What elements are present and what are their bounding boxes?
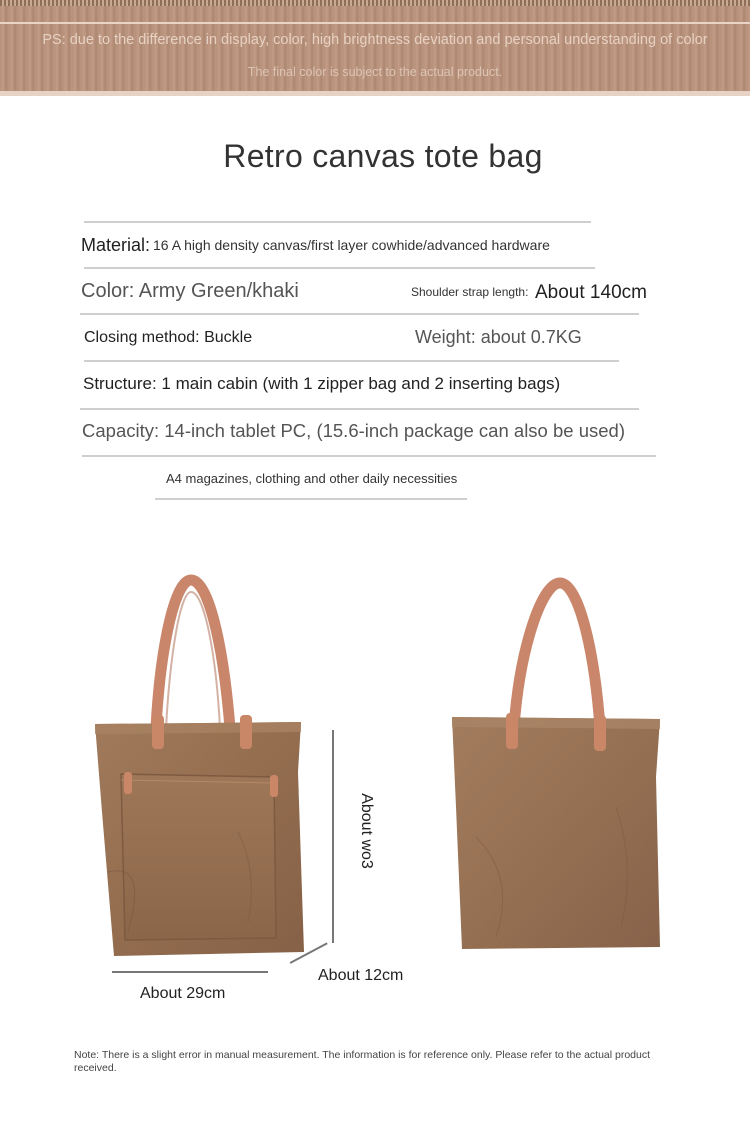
spec-divider	[80, 313, 639, 315]
height-dimension-label: About wo3	[357, 793, 375, 869]
structure-spec: Structure: 1 main cabin (with 1 zipper bag and 2 inserting bags)	[83, 374, 561, 393]
spec-divider	[84, 221, 591, 223]
width-dimension-line	[112, 971, 268, 973]
tote-bag-back-image	[446, 577, 668, 955]
depth-dimension-label: About 12cm	[318, 967, 404, 984]
capacity-extra: A4 magazines, clothing and other daily necessities	[166, 471, 458, 486]
width-dimension-label: About 29cm	[140, 985, 226, 1002]
spec-divider	[82, 455, 656, 457]
capacity-spec: Capacity: 14-inch tablet PC, (15.6-inch package can also be used)	[82, 420, 625, 441]
material-value: 16 A high density canvas/first layer cowhide/advanced hardware	[153, 237, 550, 253]
banner-line-2: The final color is subject to the actual product.	[247, 65, 503, 79]
banner-edge	[0, 91, 750, 96]
tote-bag-front-image	[88, 572, 308, 962]
material-label: Material:	[81, 235, 151, 255]
height-dimension-line	[332, 730, 334, 943]
banner-line-1: PS: due to the difference in display, color, high brightness deviation and personal understanding of color	[42, 32, 708, 48]
strap-value: About 140cm	[535, 282, 647, 303]
spec-divider	[84, 267, 595, 269]
strap-label: Shoulder strap length:	[411, 285, 529, 299]
weight-spec: Weight: about 0.7KG	[415, 327, 582, 347]
spec-divider	[84, 360, 619, 362]
page-title: Retro canvas tote bag	[223, 138, 543, 174]
disclaimer-banner	[0, 0, 750, 96]
color-spec: Color: Army Green/khaki	[81, 280, 299, 302]
spec-divider	[155, 498, 467, 500]
closing-spec: Closing method: Buckle	[84, 329, 253, 346]
spec-divider	[80, 408, 639, 410]
measurement-note: Note: There is a slight error in manual measurement. The information is for reference only. Please refer to the actual product received.	[74, 1049, 651, 1074]
